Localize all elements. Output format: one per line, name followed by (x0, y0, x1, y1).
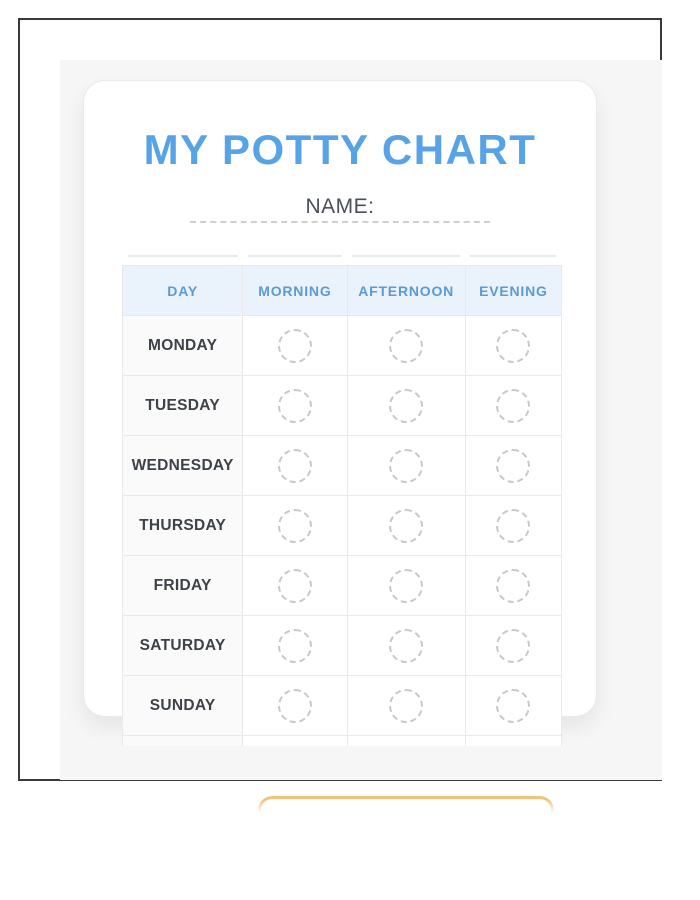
slot-cell (465, 436, 561, 496)
day-label: TUESDAY (123, 376, 243, 436)
empty-check-circle[interactable] (278, 389, 312, 423)
empty-check-circle[interactable] (278, 449, 312, 483)
day-label: MONDAY (123, 316, 243, 376)
table-row-cutoff (123, 736, 562, 746)
slot-cell (347, 616, 465, 676)
chart-title: MY POTTY CHART (143, 126, 537, 173)
day-label: SATURDAY (123, 616, 243, 676)
empty-check-circle[interactable] (389, 629, 423, 663)
empty-check-circle[interactable] (496, 389, 530, 423)
empty-check-circle[interactable] (278, 509, 312, 543)
next-section-top-border (258, 796, 554, 814)
empty-check-circle[interactable] (389, 569, 423, 603)
slot-cell (465, 316, 561, 376)
day-label: SUNDAY (123, 676, 243, 736)
slot-cell (347, 436, 465, 496)
table-header-row (123, 266, 562, 316)
slot-cell (465, 736, 561, 746)
empty-check-circle[interactable] (278, 329, 312, 363)
header-top-tick (248, 255, 342, 257)
column-header-day: DAY (123, 266, 243, 316)
name-field[interactable] (190, 190, 490, 223)
empty-check-circle[interactable] (496, 569, 530, 603)
day-label: WEDNESDAY (123, 436, 243, 496)
table-row (123, 676, 562, 736)
empty-check-circle[interactable] (389, 389, 423, 423)
empty-check-circle[interactable] (278, 689, 312, 723)
slot-cell (243, 496, 347, 556)
slot-cell (347, 556, 465, 616)
header-top-tick (352, 255, 460, 257)
table-row (123, 496, 562, 556)
slot-cell (243, 556, 347, 616)
column-header-evening: EVENING (465, 266, 561, 316)
table-row (123, 316, 562, 376)
slot-cell (465, 676, 561, 736)
slot-cell (243, 676, 347, 736)
table-row (123, 376, 562, 436)
slot-cell (243, 736, 347, 746)
potty-table-container (122, 265, 562, 746)
column-header-morning: MORNING (243, 266, 347, 316)
empty-check-circle[interactable] (389, 449, 423, 483)
table-row (123, 616, 562, 676)
slot-cell (347, 676, 465, 736)
empty-check-circle[interactable] (496, 509, 530, 543)
empty-check-circle[interactable] (496, 329, 530, 363)
day-label (123, 736, 243, 746)
day-label: THURSDAY (123, 496, 243, 556)
column-header-afternoon: AFTERNOON (347, 266, 465, 316)
empty-check-circle[interactable] (496, 449, 530, 483)
empty-check-circle[interactable] (389, 509, 423, 543)
potty-table (122, 265, 562, 746)
slot-cell (243, 376, 347, 436)
header-top-tick (128, 255, 238, 257)
day-label: FRIDAY (123, 556, 243, 616)
header-top-tick (470, 255, 556, 257)
name-label: NAME: (305, 195, 375, 218)
slot-cell (465, 616, 561, 676)
table-row (123, 436, 562, 496)
empty-check-circle[interactable] (278, 569, 312, 603)
empty-check-circle[interactable] (389, 689, 423, 723)
table-row (123, 556, 562, 616)
slot-cell (465, 556, 561, 616)
empty-check-circle[interactable] (278, 629, 312, 663)
slot-cell (465, 376, 561, 436)
slot-cell (243, 436, 347, 496)
slot-cell (243, 616, 347, 676)
slot-cell (347, 496, 465, 556)
empty-check-circle[interactable] (496, 689, 530, 723)
slot-cell (347, 316, 465, 376)
slot-cell (347, 736, 465, 746)
empty-check-circle[interactable] (496, 629, 530, 663)
empty-check-circle[interactable] (389, 329, 423, 363)
slot-cell (465, 496, 561, 556)
slot-cell (243, 316, 347, 376)
slot-cell (347, 376, 465, 436)
